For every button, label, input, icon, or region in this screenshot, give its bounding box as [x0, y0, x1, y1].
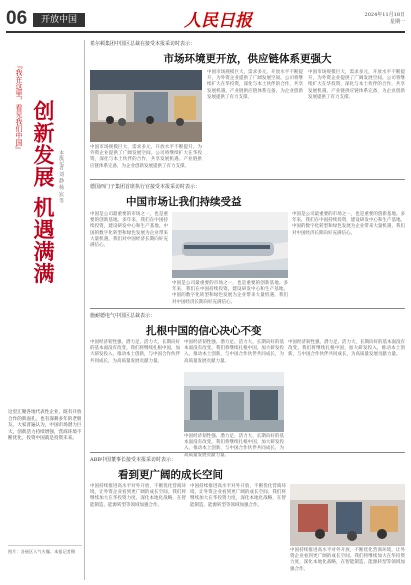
- left-byline: 本报记者 刘 静 杨 宸 等: [58, 150, 64, 203]
- divider-2: [90, 308, 405, 309]
- header-rule: [6, 31, 405, 33]
- factory-train-photo-svg: [172, 212, 288, 278]
- factory-train-photo: [172, 212, 288, 278]
- left-note: 图片：各展区人气火爆。本报记者摄: [8, 545, 82, 555]
- section-tag: 开放中国: [33, 13, 85, 27]
- article-1-caption: 中国市场规模巨大，需求多元，开放水平不断提升，为外资企业提供了广阔发展空间。公司将继续扩大在华投资，深化与本土伙伴的合作，共享发展机遇。产业链供应链体系完备，为企业创新发展提供了有力支撑。: [90, 145, 202, 169]
- article-3-body-col3: 中国经济韧性强、潜力足、活力大，长期向好的基本面没有改变。我们将继续扎根中国，加大研发投入，推动本土创新，与中国合作伙伴共同成长，为高质量发展贡献力量。: [288, 340, 405, 358]
- date: 2024年11月18日: [364, 12, 405, 18]
- article-1-body-col2: 中国市场规模巨大，需求多元，开放水平不断提升，为外资企业提供了广阔发展空间。公司将继续扩大在华投资，深化与本土伙伴的合作，共享发展机遇。产业链供应链体系完备，为企业创新发展提供了有力支撑。: [308, 70, 405, 100]
- article-1-kicker: 希尔顿集团中国区总裁在接受本报采访时表示：: [90, 41, 196, 47]
- article-1-body-col1: 中国市场规模巨大，需求多元，开放水平不断提升，为外资企业提供了广阔发展空间。公司将继续扩大在华投资，深化与本土伙伴的合作，共享发展机遇。产业链供应链体系完备，为企业创新发展提供了有力支撑。: [207, 70, 303, 100]
- divider-1: [90, 179, 405, 180]
- article-1: [90, 40, 405, 66]
- article-4: [90, 456, 405, 482]
- column-rule: [84, 40, 85, 580]
- left-body: 这里汇聚各地代表性企业，既有开放合作的新面孔，也有深耕多年的老朋友。大家普遍认为，中国市场潜力巨大，创新活力持续增强，营商环境不断优化，投资中国就是投资未来。: [8, 410, 82, 442]
- article-3-caption: 中国经济韧性强、潜力足、活力大，长期向好的基本面没有改变。我们将继续扎根中国，加大研发投入，推动本土创新，与中国合作伙伴共同成长，为高质量发展贡献力量。: [184, 434, 284, 458]
- article-3: [90, 312, 405, 338]
- article-2: [90, 183, 405, 209]
- expo-booth-photo: [90, 70, 202, 142]
- production-line-photo: [184, 372, 284, 432]
- article-2-caption: 中国是公司最重要的市场之一，也是重要的创新基地。多年来，我们在中国持续投资，建设研发中心和生产基地。中国的数字化转型和绿色发展为企业带来大量机遇，我们对中国经济长期向好充满信心。: [172, 281, 288, 305]
- article-4-body-col1: 中国持续推进高水平对外开放，不断优化营商环境，让外资企业看到更广阔的成长空间。我们将继续加大在华投资力度，深化本地化战略，在智能制造、能源转型等领域加强合作。: [90, 484, 186, 508]
- article-4-body-col2: 中国持续推进高水平对外开放，不断优化营商环境，让外资企业看到更广阔的成长空间。我们将继续加大在华投资力度，深化本地化战略，在智能制造、能源转型等领域加强合作。: [190, 484, 286, 508]
- page-header: [6, 4, 405, 32]
- article-3-headline: 扎根中国的信心决心不变: [146, 325, 262, 337]
- article-2-headline: 中国市场让我们持续受益: [126, 196, 242, 208]
- article-4-headline: 看到更广阔的成长空间: [118, 469, 223, 481]
- article-2-kicker: 德国西门子集团首席执行官接受本报采访时表示：: [90, 184, 201, 190]
- visitors-photo: [290, 484, 405, 546]
- article-3-kicker: 施耐德电气中国区总裁表示：: [90, 313, 156, 319]
- article-2-body-col1: 中国是公司最重要的市场之一，也是重要的创新基地。多年来，我们在中国持续投资，建设研发中心和生产基地。中国的数字化转型和绿色发展为企业带来大量机遇，我们对中国经济长期向好充满信心。: [90, 212, 168, 249]
- article-3-body-col2: 中国经济韧性强、潜力足、活力大，长期向好的基本面没有改变。我们将继续扎根中国，加大研发投入，推动本土创新，与中国合作伙伴共同成长，为高质量发展贡献力量。: [184, 340, 284, 364]
- divider-3: [90, 452, 405, 453]
- left-column: [8, 40, 82, 580]
- left-kicker: 『我在这里，看见我们中国』: [15, 62, 23, 153]
- article-4-caption: 中国持续推进高水平对外开放，不断优化营商环境，让外资企业看到更广阔的成长空间。我们将继续加大在华投资力度，深化本地化战略，在智能制造、能源转型等领域加强合作。: [290, 548, 405, 572]
- page-number: 06: [6, 8, 28, 29]
- visitors-photo-svg: [290, 484, 405, 546]
- article-4-kicker: ABB中国董事长接受本报采访时表示：: [90, 457, 176, 463]
- weekday: 星期一: [389, 19, 405, 25]
- masthead-logo: 人民日报: [184, 11, 252, 31]
- article-1-headline: 市场环境更开放，供应链体系更强大: [163, 53, 332, 65]
- production-line-photo-svg: [184, 372, 284, 432]
- article-2-body-col2: 中国是公司最重要的市场之一，也是重要的创新基地。多年来，我们在中国持续投资，建设研发中心和生产基地。中国的数字化转型和绿色发展为企业带来大量机遇，我们对中国经济长期向好充满信心。: [292, 212, 405, 236]
- article-3-body-col1: 中国经济韧性强、潜力足、活力大，长期向好的基本面没有改变。我们将继续扎根中国，加大研发投入，推动本土创新，与中国合作伙伴共同成长，为高质量发展贡献力量。: [90, 340, 180, 364]
- expo-booth-photo-svg: [90, 70, 202, 142]
- left-title: 创新发展 机遇满满: [31, 100, 56, 285]
